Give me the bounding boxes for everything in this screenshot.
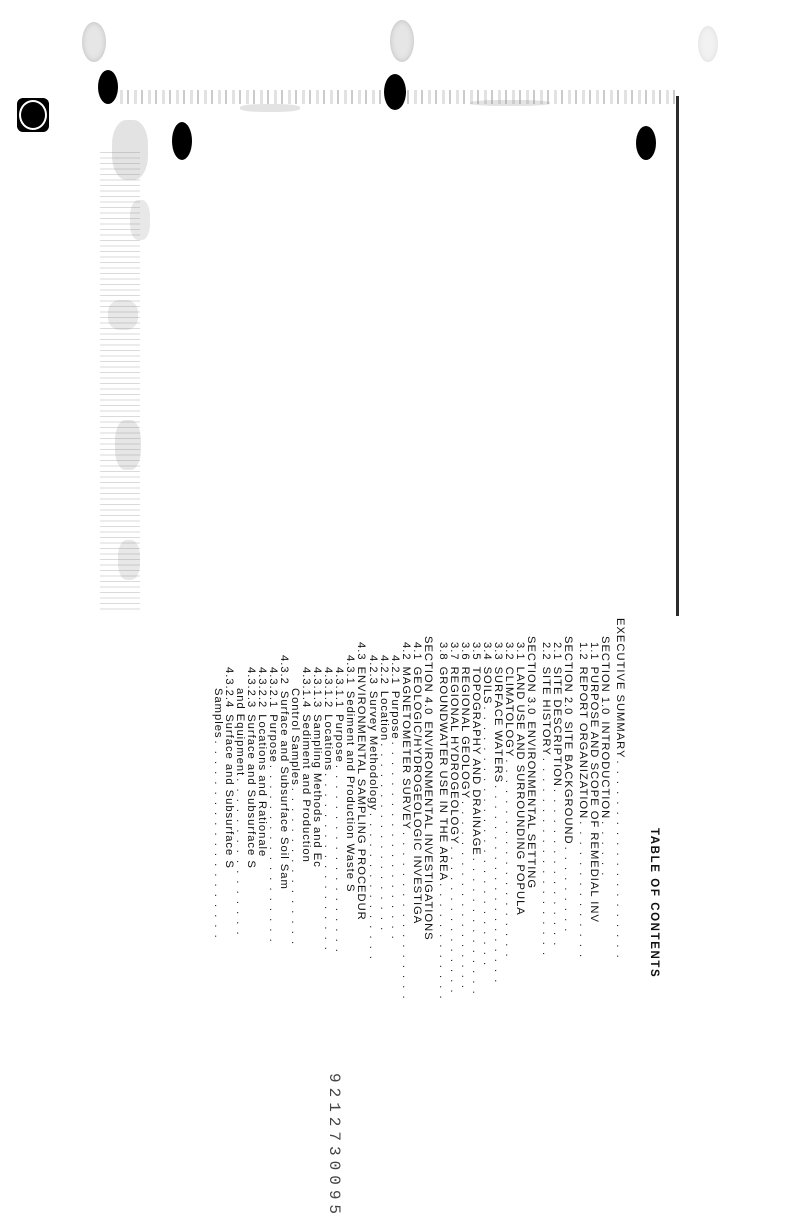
toc-leader-dots: . . . . . . . . . . . . . . . . . . . . (540, 757, 552, 958)
toc-entry (333, 667, 345, 954)
toc-leader-dots: . . . . . . . . . . . . . . (470, 857, 482, 996)
toc-entry-title: REGIONAL HYDROGEOLOGY (448, 666, 460, 845)
toc-entry (355, 642, 367, 923)
binder-hole-icon (636, 126, 656, 160)
toc-entry (223, 667, 235, 871)
toc-entry-number: 4.3.1 (344, 655, 356, 685)
toc-entry-title: EXECUTIVE SUMMARY (614, 618, 626, 759)
toc-entry-title: TOPOGRAPHY AND DRAINAGE (470, 666, 482, 856)
toc-entry (514, 642, 526, 918)
toc-entry (614, 618, 626, 960)
binder-hole-icon (172, 122, 192, 160)
toc-entry-number: 4.2 (400, 642, 412, 661)
toc-entry (470, 642, 482, 996)
toc-entry (540, 642, 552, 957)
registration-mark-icon (17, 98, 49, 132)
toc-entry (378, 655, 390, 932)
toc-entry (289, 688, 301, 946)
toc-leader-dots: . . . . . . . . . . . . . . . . (289, 787, 301, 947)
toc-entry-title: Purpose (333, 714, 345, 763)
toc-leader-dots: . . . . . . . . . . . . . . . . . . . (333, 764, 345, 954)
toc-entry-number: SECTION 1.0 (599, 636, 611, 716)
toc-leader-dots: . . . . . . . . . . . . . . . . . . . (378, 743, 390, 933)
document-number: 9212730095 (325, 1073, 343, 1219)
toc-entry (525, 636, 537, 891)
toc-entry-number: 4.3 (355, 642, 367, 661)
binder-hole-icon (98, 70, 118, 104)
toc-leader-dots: . . . . . . . . . . . . . . . . . (400, 832, 412, 1001)
toc-entry (212, 688, 224, 940)
toc-entry-title: Surface and Subsurface S (245, 714, 257, 869)
toc-entry-number: SECTION 3.0 (525, 636, 537, 716)
toc-entry-number: 3.3 (492, 642, 504, 661)
toc-heading: TABLE OF CONTENTS (648, 828, 660, 979)
toc-entry-number: 3.6 (459, 642, 471, 661)
toc-entry (389, 655, 401, 941)
toc-entry-number: 1.1 (588, 642, 600, 661)
toc-entry-title: LAND USE AND SURROUNDING POPULA (514, 666, 526, 916)
toc-leader-dots: . . . . . . . . . . . . . . . . (234, 778, 246, 937)
toc-entry (267, 667, 279, 944)
toc-entry-title: CLIMATOLOGY (503, 666, 515, 758)
toc-leader-dots: . . . . . . . . . . . . . . . . . . . . (614, 760, 626, 960)
toc-entry-number: 4.3.2 (278, 655, 290, 685)
toc-entry (322, 667, 334, 952)
toc-entry-number: 4.2.2 (378, 655, 390, 685)
toc-leader-dots: . . . . . . . . . . . . . . . . . . . . . . . . . . (481, 706, 493, 968)
toc-entry (367, 655, 379, 961)
toc-entry-title: SOILS (481, 666, 493, 705)
toc-entry (422, 636, 434, 943)
toc-entry-number: 3.8 (437, 642, 449, 661)
toc-entry-number: 4.3.1.1 (333, 667, 345, 709)
toc-entry-title: ENVIRONMENTAL INVESTIGATIONS (422, 721, 434, 941)
page-edge-line (676, 96, 679, 616)
toc-entry-number: 4.3.1.2 (322, 667, 334, 709)
rotated-document (208, 618, 678, 1219)
toc-entry-title: SITE HISTORY (540, 666, 552, 756)
toc-leader-dots: . . . . . . . . . . . . . . . . . . . (459, 801, 471, 991)
toc-entry (437, 642, 449, 1001)
toc-leader-dots: . . . . . . . . . . . . . . . . . . . . (503, 759, 515, 959)
toc-entry-title: INTRODUCTION (599, 721, 611, 820)
toc-leader-dots: . . . . . . . . . . . . . . . . . . (322, 773, 334, 952)
toc-entry-number: SECTION 2.0 (562, 636, 574, 716)
toc-leader-dots: . . . . . . . . . . . . . . . . (551, 789, 563, 948)
toc-entry-title: Samples (212, 688, 224, 739)
toc-entry (234, 688, 246, 937)
binder-hole-icon (384, 74, 406, 110)
toc-entry (411, 642, 423, 926)
toc-entry-title: GEOLOGIC/HYDROGEOLOGIC INVESTIGA (411, 666, 423, 925)
toc-entry-number: 2.2 (540, 642, 552, 661)
toc-entry-title: GROUNDWATER USE IN THE AREA (437, 666, 449, 882)
toc-entry-title: PURPOSE AND SCOPE OF REMEDIAL INV (588, 666, 600, 923)
toc-entry-title: SITE DESCRIPTION (551, 666, 563, 787)
toc-entry-number: 4.3.1.3 (311, 667, 323, 709)
toc-entry-number: 4.3.2.1 (267, 667, 279, 709)
toc-entry-number: 4.1 (411, 642, 423, 661)
binder-hole-shadow-icon (698, 26, 718, 62)
toc-entry (481, 642, 493, 967)
toc-entry-title: REGIONAL GEOLOGY (459, 666, 471, 800)
binder-hole-shadow-icon (390, 20, 414, 62)
toc-entry (311, 667, 323, 870)
toc-entry (344, 655, 356, 895)
toc-entry (588, 642, 600, 925)
toc-entry-title: SITE BACKGROUND (562, 721, 574, 845)
toc-entry-number: 4.3.2.3 (245, 667, 257, 709)
toc-entry-number: 3.4 (481, 642, 493, 661)
toc-leader-dots: . . . . . . . . . . . . . . . . . . . . (212, 740, 224, 940)
toc-entry (503, 642, 515, 959)
toc-leader-dots: . . . . . . . . . . . . . . . . . . (267, 764, 279, 944)
toc-leader-dots: . . . . . . . . . . . . . . . (367, 812, 379, 962)
toc-entry-number: SECTION 4.0 (422, 636, 434, 716)
toc-leader-dots: . . . . . . . . . (562, 846, 574, 934)
toc-entry-number: 4.2.1 (389, 655, 401, 685)
toc-entry (599, 636, 611, 877)
binder-hole-shadow-icon (82, 22, 106, 62)
toc-entry-title: Locations (322, 714, 334, 772)
toc-entry-title: REPORT ORGANIZATION (577, 666, 589, 820)
toc-entry-number: 2.1 (551, 642, 563, 661)
toc-entry-title: Purpose (389, 690, 401, 740)
toc-entry (448, 642, 460, 995)
toc-entry-title: and Equipment (234, 688, 246, 777)
toc-entry-number: 3.2 (503, 642, 515, 661)
toc-entry-title: Surface and Subsurface S (223, 714, 235, 869)
toc-entry-number: 4.3.1.4 (300, 667, 312, 709)
toc-entry (459, 642, 471, 990)
toc-entry-title: Control Samples (289, 688, 301, 786)
toc-entry-number: 3.1 (514, 642, 526, 661)
toc-entry-title: SURFACE WATERS (492, 666, 504, 784)
toc-entry (278, 655, 290, 892)
toc-entry (562, 636, 574, 933)
toc-entry-title: MAGNETOMETER SURVEY (400, 666, 412, 830)
toc-entry-number: 4.2.3 (367, 655, 379, 685)
toc-entry-title: Locations and Rationale (256, 714, 268, 858)
toc-leader-dots: . . . . . . . . . . . . . . . (448, 846, 460, 995)
toc-entry-title: Surface and Subsurface Soil Sam (278, 690, 290, 890)
toc-entry-title: Sediment and Production Waste S (344, 690, 356, 893)
toc-entry (492, 642, 504, 984)
toc-entry (400, 642, 412, 1001)
toc-entry-title: ENVIRONMENTAL SETTING (525, 721, 537, 890)
toc-entry-title: Sediment and Production (300, 714, 312, 863)
toc-leader-dots: . . . . . . . . . . . . . . . . . . . . (389, 741, 401, 941)
toc-entry-title: ENVIRONMENTAL SAMPLING PROCEDUR (355, 666, 367, 921)
toc-entry (577, 642, 589, 959)
toc-entry-number: 3.7 (448, 642, 460, 661)
toc-entry-title: Sampling Methods and Ec (311, 714, 323, 868)
toc-leader-dots: . . . . . . (599, 821, 611, 878)
toc-entry (245, 667, 257, 871)
toc-entry-number: 3.5 (470, 642, 482, 661)
toc-entry-number: 1.2 (577, 642, 589, 661)
toc-entry (551, 642, 563, 947)
toc-entry-title: Survey Methodology (367, 690, 379, 811)
toc-leader-dots: . . . . . . . . . . . . . . . . . . . . (492, 785, 504, 985)
toc-entry-title: Purpose (267, 714, 279, 763)
toc-leader-dots: . . . . . . . . . . . . (437, 883, 449, 1001)
toc-entry (300, 667, 312, 865)
toc-entry-number: 4.3.2.4 (223, 667, 235, 709)
toc-entry (256, 667, 268, 859)
toc-leader-dots: . . . . . . . . . . . . . . (577, 821, 589, 960)
toc-entry-title: Location (378, 690, 390, 742)
toc-entry-number: 4.3.2.2 (256, 667, 268, 709)
